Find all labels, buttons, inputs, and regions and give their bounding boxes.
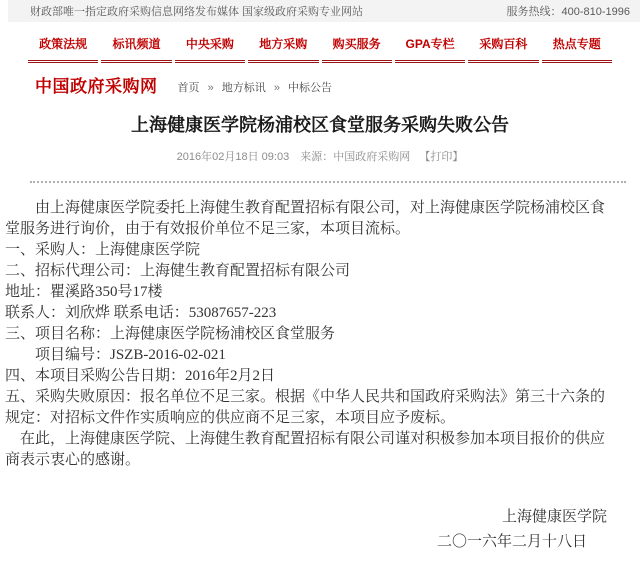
signature-name: 上海健康医学院 (501, 509, 607, 525)
paragraph-announce-date: 四、本项目采购公告日期：2016年2月2日 (5, 368, 276, 384)
nav-item-policy[interactable]: 政策法规 (28, 30, 98, 63)
print-button[interactable]: 【打印】 (419, 151, 464, 163)
nav-item-procurement-wiki[interactable]: 采购百科 (468, 30, 538, 63)
paragraph-intro: 由上海健康医学院委托上海健生教育配置招标有限公司，对上海健康医学院杨浦校区食堂服务进行询价，由于有效报价单位不足三家，本项目流标。 (5, 200, 606, 237)
breadcrumb-home[interactable]: 首页 (177, 82, 200, 94)
article-body (5, 198, 607, 471)
paragraph-purchaser: 一、采购人：上海健康医学院 (5, 242, 201, 258)
paragraph-project-number: 项目编号：JSZB-2016-02-021 (35, 347, 226, 363)
paragraph-project-name: 三、项目名称：上海健康医学院杨浦校区食堂服务 (5, 326, 336, 342)
signature-date: 二〇一六年二月十八日 (436, 534, 587, 550)
breadcrumb-local-tenders[interactable]: 地方标讯 (221, 82, 266, 94)
nav-item-tender-channel[interactable]: 标讯频道 (101, 30, 171, 63)
dotted-divider (30, 181, 626, 183)
top-utility-bar (8, 0, 640, 22)
main-nav (28, 30, 612, 63)
breadcrumb-separator-icon: » (207, 82, 214, 94)
nav-item-local-procurement[interactable]: 地方采购 (248, 30, 318, 63)
paragraph-thanks: 在此，上海健康医学院、上海健生教育配置招标有限公司谨对积极参加本项目报价的供应商表示衷心的感谢。 (5, 431, 606, 468)
breadcrumb-award-notice[interactable]: 中标公告 (288, 82, 332, 94)
paragraph-address: 地址：瞿溪路350号17楼 (5, 284, 163, 300)
nav-item-hot-topics[interactable]: 热点专题 (542, 30, 612, 63)
paragraph-failure-reason: 五、采购失败原因：报名单位不足三家。根据《中华人民共和国政府采购法》第三十六条的规定：对招标文件作实质响应的供应商不足三家，本项目应予废标。 (5, 389, 606, 426)
nav-item-gpa-column[interactable]: GPA专栏 (395, 30, 465, 63)
article-title: 上海健康医学院杨浦校区食堂服务采购失败公告 (131, 115, 509, 135)
paragraph-contact: 联系人：刘欣烨 联系电话：53087657-223 (5, 305, 277, 321)
article-source: 来源：中国政府采购网 (300, 151, 411, 163)
service-hotline: 服务热线：400-810-1996 (506, 6, 630, 18)
site-tagline: 财政部唯一指定政府采购信息网络发布媒体 国家级政府采购专业网站 (30, 6, 364, 18)
signature-block (5, 505, 607, 555)
header-row (0, 63, 640, 103)
breadcrumb (178, 79, 333, 97)
article-datetime: 2016年02月18日 09:03 (176, 151, 290, 163)
article-meta (0, 148, 640, 164)
paragraph-agency: 二、招标代理公司：上海健生教育配置招标有限公司 (5, 263, 351, 279)
breadcrumb-separator-icon: » (273, 82, 280, 94)
nav-item-central-procurement[interactable]: 中央采购 (175, 30, 245, 63)
nav-item-purchase-service[interactable]: 购买服务 (322, 30, 392, 63)
site-logo[interactable]: 中国政府采购网 (35, 77, 158, 96)
